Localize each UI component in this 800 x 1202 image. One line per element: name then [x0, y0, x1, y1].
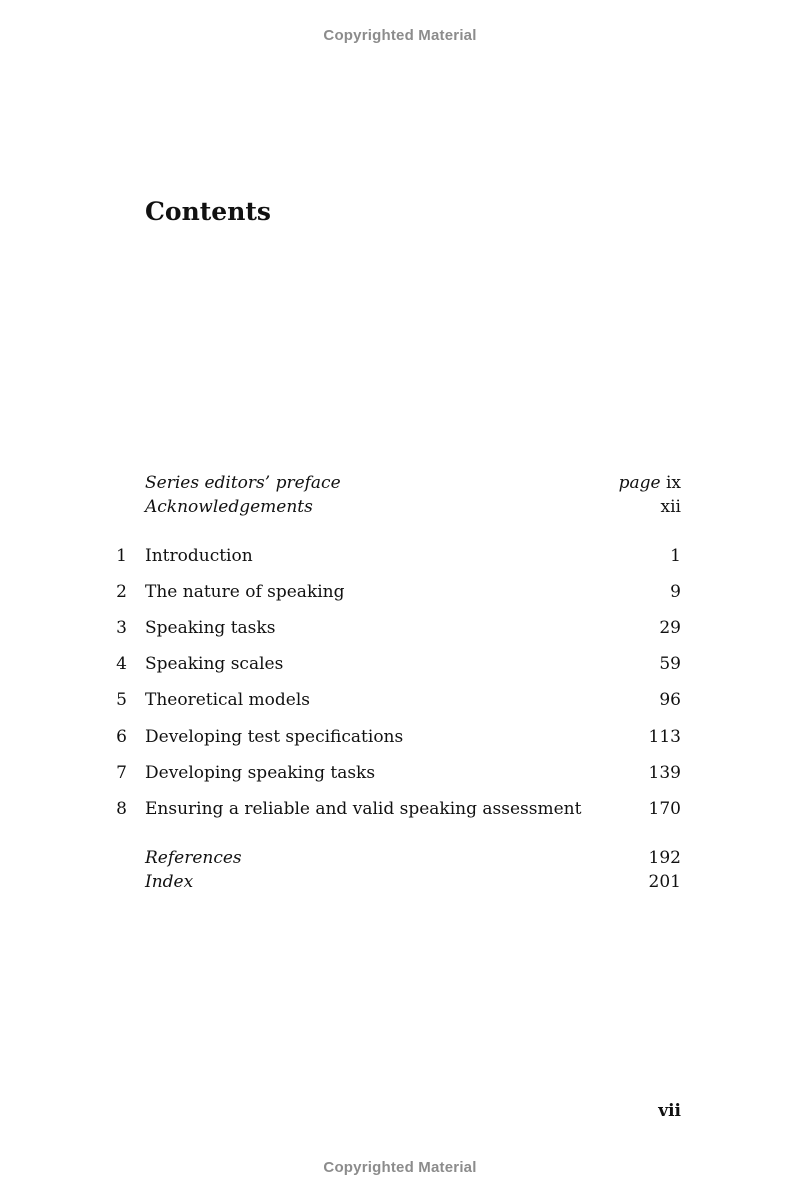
chapter-number: 2: [116, 582, 127, 602]
watermark-top: Copyrighted Material: [323, 27, 477, 44]
toc-chapter-6[interactable]: [100, 725, 681, 749]
chapter-number: 1: [116, 546, 127, 566]
chapter-number: 5: [116, 690, 127, 710]
toc-entry-index[interactable]: [100, 870, 681, 894]
chapter-page: 139: [648, 763, 681, 783]
page-folio: vii: [658, 1101, 681, 1121]
toc-entry-page: xii: [660, 497, 681, 517]
chapter-title: Speaking tasks: [145, 618, 276, 638]
toc-entry-page: 201: [648, 872, 681, 892]
chapter-number: 3: [116, 618, 127, 638]
toc-entry-title: Index: [145, 872, 194, 892]
toc-entry-page: [619, 471, 681, 495]
chapter-title: The nature of speaking: [145, 582, 345, 602]
toc-chapter-2[interactable]: [100, 580, 681, 604]
page-title: Contents: [145, 197, 272, 226]
chapter-number: 4: [116, 654, 127, 674]
chapter-page: 170: [648, 799, 681, 819]
toc-entry-page: 192: [648, 848, 681, 868]
chapter-page: 113: [648, 727, 681, 747]
toc-chapter-8[interactable]: [100, 797, 681, 821]
toc-entry-series-editors-preface[interactable]: [100, 471, 681, 495]
page-number: ix: [665, 473, 681, 493]
page-prefix: page: [618, 473, 661, 493]
chapter-number: 8: [116, 799, 127, 819]
chapter-title: Developing speaking tasks: [145, 763, 376, 783]
toc-entry-references[interactable]: [100, 846, 681, 870]
chapter-page: 1: [670, 546, 681, 566]
toc-chapter-3[interactable]: [100, 616, 681, 640]
chapter-title: Introduction: [145, 546, 253, 566]
toc-chapter-7[interactable]: [100, 761, 681, 785]
chapter-title: Developing test specifications: [145, 727, 404, 747]
watermark-bottom: Copyrighted Material: [323, 1159, 477, 1176]
toc-chapter-4[interactable]: [100, 652, 681, 676]
chapter-page: 59: [659, 654, 681, 674]
toc-entry-title: Acknowledgements: [145, 497, 313, 517]
chapter-title: Speaking scales: [145, 654, 284, 674]
chapter-page: 9: [670, 582, 681, 602]
chapter-title: Theoretical models: [145, 690, 310, 710]
toc-chapter-5[interactable]: [100, 688, 681, 712]
toc-entry-title: Series editors’ preface: [145, 473, 341, 493]
chapter-page: 29: [659, 618, 681, 638]
chapter-title: Ensuring a reliable and valid speaking assessment: [145, 799, 582, 819]
chapter-page: 96: [659, 690, 681, 710]
chapter-number: 7: [116, 763, 127, 783]
chapter-number: 6: [116, 727, 127, 747]
toc-entry-title: References: [145, 848, 242, 868]
toc-chapter-1[interactable]: [100, 544, 681, 568]
toc-entry-acknowledgements[interactable]: [100, 495, 681, 519]
